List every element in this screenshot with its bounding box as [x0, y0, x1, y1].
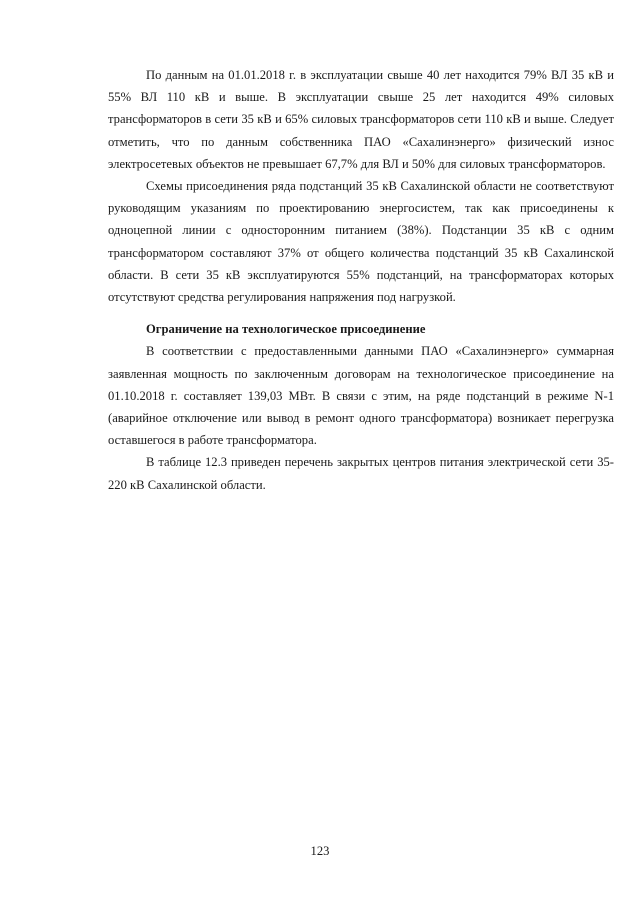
section-heading: Ограничение на технологическое присоединение [146, 322, 426, 337]
page-number: 123 [310, 844, 330, 858]
paragraph-equipment-age: По данным на 01.01.2018 г. в эксплуатации свыше 40 лет находится 79% ВЛ 35 кВ и 55% ВЛ 110 кВ и выше. В эксплуатации свыше 25 лет находится 49% силовых трансформаторов в сети 35 кВ и 65% силовых трансформаторов сети 110 кВ и выше. Следует отметить, что по данным собственника ПАО «Сахалинэнерго» физический износ электросетевых объектов не превышает 67,7% для ВЛ и 50% для силовых трансформаторов. [108, 68, 614, 171]
paragraph-declared-capacity: В соответствии с предоставленными данными ПАО «Сахалинэнерго» суммарная заявленная мощность по заключенным договорам на технологическое присоединение на 01.10.2018 г. составляет 139,03 МВт. В связи с этим, на ряде подстанций в режиме N-1 (аварийное отключение или вывод в ремонт одного трансформатора) возникает перегрузка оставшегося в работе трансформатора. [108, 344, 614, 448]
paragraph-table-reference: В таблице 12.3 приведен перечень закрытых центров питания электрической сети 35-220 кВ Сахалинской области. [108, 455, 614, 492]
paragraph-substation-schemes: Схемы присоединения ряда подстанций 35 кВ Сахалинской области не соответствуют руководящим указаниям по проектированию энергосистем, так как присоединены к одноцепной линии с односторонним питанием (38%). Подстанции 35 кВ с одним трансформатором составляют 37% от общего количества подстанций 35 кВ Сахалинской области. В сети 35 кВ эксплуатируются 55% подстанций, на трансформаторах которых отсутствуют средства регулирования напряжения под нагрузкой. [108, 179, 614, 305]
document-body [108, 64, 614, 496]
